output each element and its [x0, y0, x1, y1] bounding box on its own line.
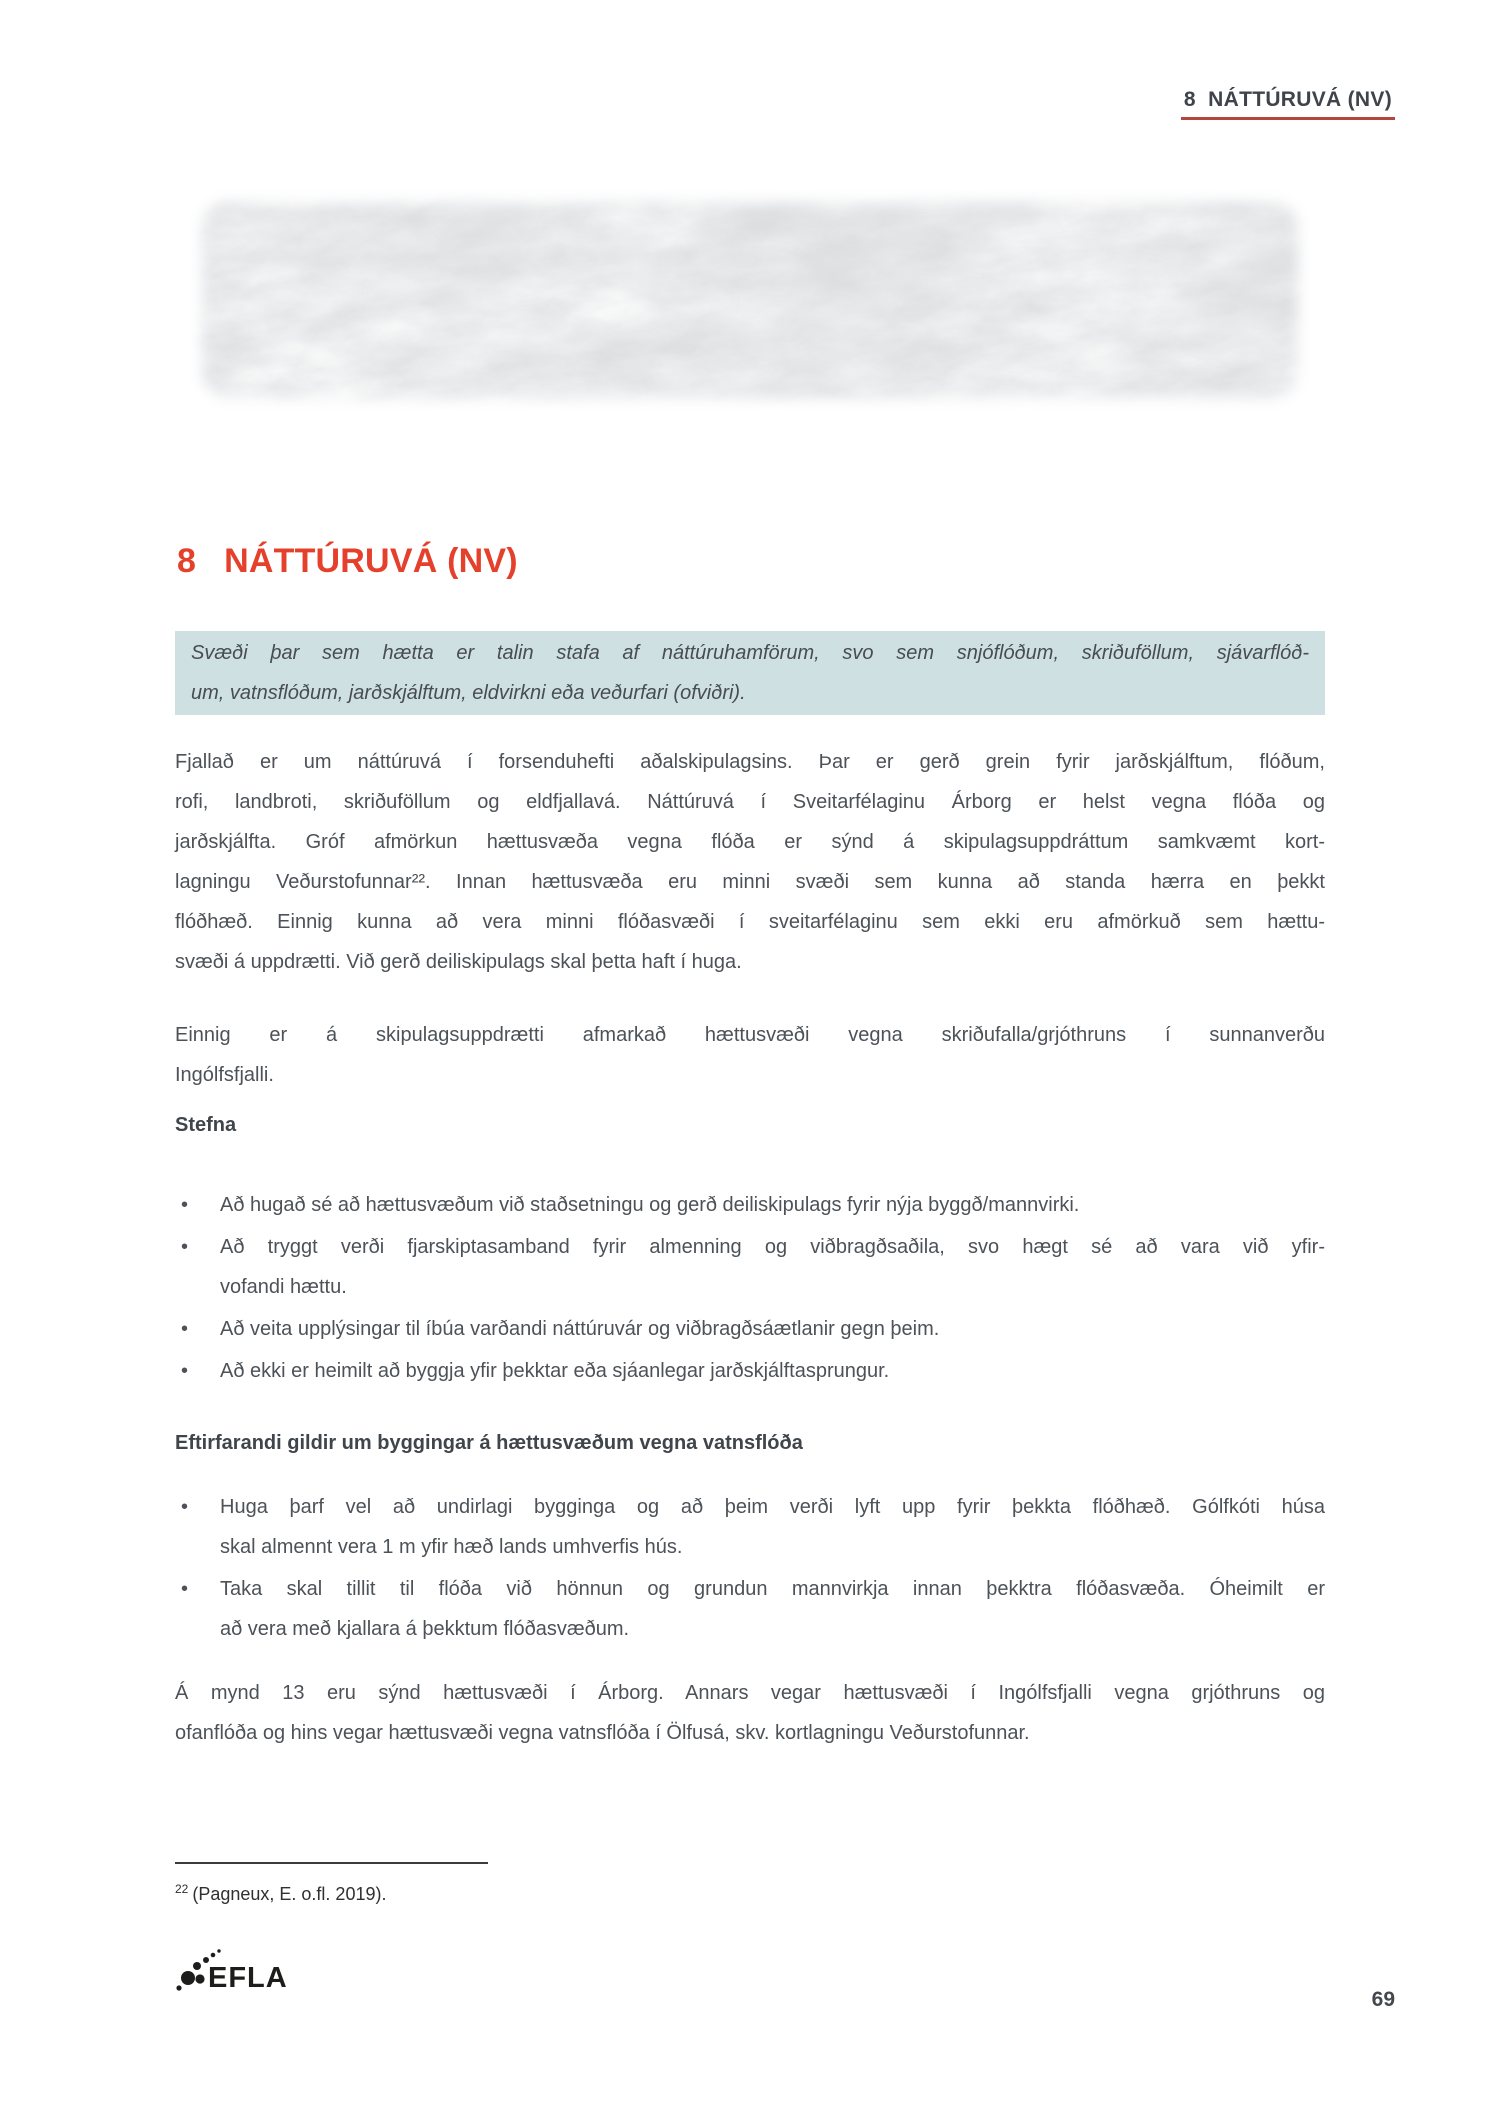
- bullet-icon: •: [181, 1194, 189, 1216]
- bullet-icon: •: [181, 1318, 189, 1340]
- list-item: [175, 1487, 1325, 1567]
- list-item: [175, 1227, 1325, 1307]
- efla-logo-text: EFLA: [208, 1962, 288, 1994]
- footnote-divider: [175, 1862, 488, 1864]
- stefna-bullet-list: [175, 1185, 1325, 1393]
- vatnsflod-bullet-list: [175, 1487, 1325, 1651]
- paragraph: Á mynd 13 eru sýnd hættusvæði í Árborg. Annars vegar hættusvæði í Ingólfsfjalli vegna grjóthruns og ofanflóða og hins vegar hættusvæði vegna vatnsflóða í Ölfusá, skv. kortlagningu Veðurstofunnar.: [175, 1682, 1325, 1744]
- efla-logo: [170, 1945, 300, 1995]
- bullet-icon: •: [181, 1496, 189, 1518]
- bullet-icon: •: [181, 1578, 189, 1600]
- paragraph: Fjallað er um náttúruvá í forsenduhefti aðalskipulagsins. Þar er gerð grein fyrir jarðskjálftum, flóðum, rofi, landbroti, skriðuföllum og eldfjallavá. Náttúruvá í Sveitarfélaginu Árborg er helst vegna flóða og jarðskjálfta. Gróf afmörkun hættusvæða vegna flóða er sýnd á skipulagsuppdráttum samkvæmt kort- lagningu Veðurstofunnar²². Innan hættusvæða eru minni svæði sem kunna að standa hærra en þekkt flóðhæð. Einnig kunna að vera minni flóðasvæði í sveitarfélaginu sem ekki eru afmörkuð sem hættu- svæði á uppdrætti. Við gerð deiliskipulags skal þetta haft í huga.: [175, 751, 1325, 973]
- list-item-text: Taka skal tillit til flóða við hönnun og grundun mannvirkja innan þekktra flóðasvæða. Óheimilt er að vera með kjallara á þekktum flóðasvæðum.: [220, 1578, 1325, 1640]
- list-item: [175, 1351, 1325, 1391]
- definition-highlight-box: Svæði þar sem hætta er talin stafa af náttúruhamförum, svo sem snjóflóðum, skriðuföllum, sjávarflóð- um, vatnsflóðum, jarðskjálftum, eldvirkni eða veðurfari (ofviðri).: [175, 631, 1325, 715]
- avalanche-texture-image: [190, 190, 1310, 410]
- chapter-heading: [177, 542, 518, 581]
- bullet-icon: •: [181, 1360, 189, 1382]
- page-number: 69: [1371, 1988, 1395, 2011]
- chapter-title: NÁTTÚRUVÁ (NV): [224, 542, 518, 580]
- bullet-icon: •: [181, 1236, 189, 1258]
- list-item: [175, 1185, 1325, 1225]
- footnote: [175, 1874, 1075, 1909]
- list-item-text: Að hugað sé að hættusvæðum við staðsetningu og gerð deiliskipulags fyrir nýja byggð/mannvirki.: [220, 1194, 1080, 1216]
- chapter-number: 8: [177, 542, 197, 580]
- running-header-label: 8 NÁTTÚRUVÁ (NV): [1183, 88, 1392, 111]
- footnote-marker: 22: [175, 1882, 189, 1896]
- section-heading-stefna: Stefna: [175, 1114, 237, 1136]
- running-header: [1181, 88, 1395, 120]
- section-heading-vatnsflod: Eftirfarandi gildir um byggingar á hættusvæðum vegna vatnsflóða: [175, 1432, 803, 1454]
- list-item-text: Huga þarf vel að undirlagi bygginga og að þeim verði lyft upp fyrir þekkta flóðhæð. Gólfkóti húsa skal almennt vera 1 m yfir hæð lands umhverfis hús.: [220, 1496, 1325, 1558]
- list-item: [175, 1569, 1325, 1649]
- list-item-text: Að tryggt verði fjarskiptasamband fyrir almenning og viðbragðsaðila, svo hægt sé að vara við yfir- vofandi hættu.: [220, 1236, 1325, 1298]
- paragraph: Einnig er á skipulagsuppdrætti afmarkað hættusvæði vegna skriðufalla/grjóthruns í sunnanverðu Ingólfsfjalli.: [175, 1024, 1325, 1086]
- list-item-text: Að veita upplýsingar til íbúa varðandi náttúruvár og viðbragðsáætlanir gegn þeim.: [220, 1318, 940, 1340]
- list-item: [175, 1309, 1325, 1349]
- footnote-text: (Pagneux, E. o.fl. 2019).: [192, 1884, 387, 1904]
- list-item-text: Að ekki er heimilt að byggja yfir þekktar eða sjáanlegar jarðskjálftasprungur.: [220, 1360, 890, 1382]
